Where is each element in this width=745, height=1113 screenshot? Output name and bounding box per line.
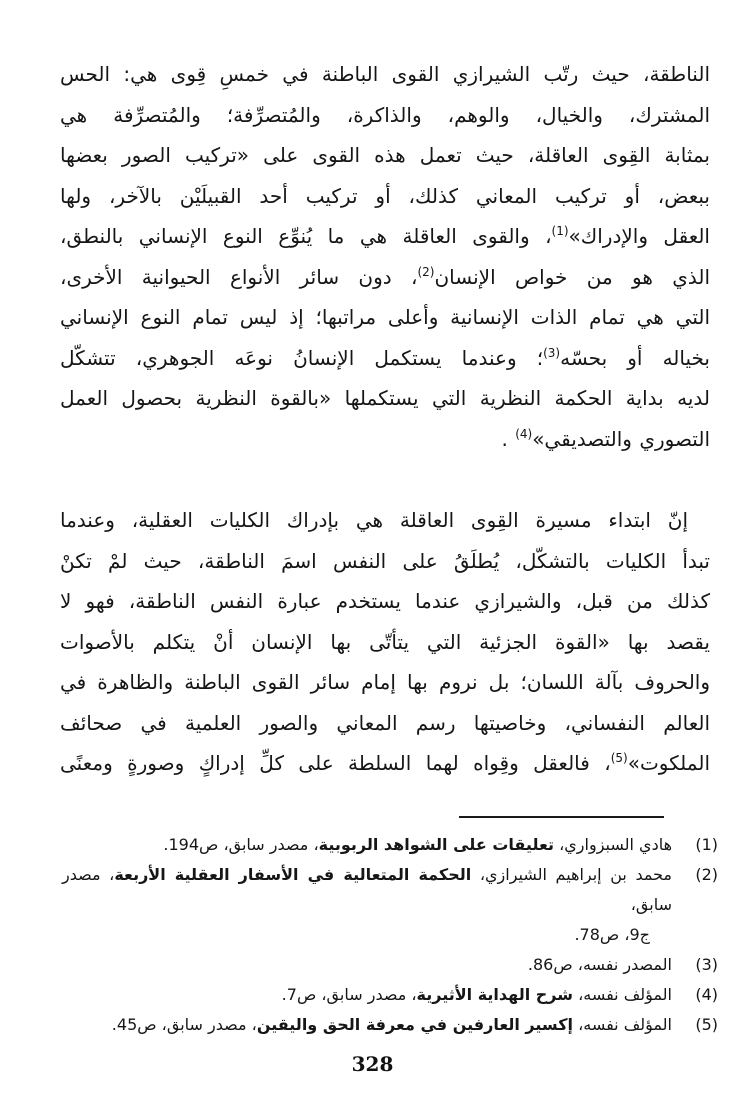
line-text: بخياله أو بحسّه xyxy=(560,345,710,370)
footnote-number: (5) xyxy=(695,1014,718,1034)
line-text: المشترك، والخيال، والوهم، والذاكرة، والمُتصرِّفة؛ والمُتصرِّفة هي xyxy=(60,102,710,127)
footnote-book-title: الحكمة المتعالية في الأسفار العقلية الأربعة xyxy=(114,864,472,884)
footnote-ref-1: (1) xyxy=(551,224,569,238)
footnote-author: محمد بن إبراهيم الشيرازي، xyxy=(471,864,673,884)
line-text: الملكوت» xyxy=(627,751,710,775)
line-text: العالم النفساني، وخاصيتها رسم المعاني والصور العلمية في صحائف xyxy=(60,710,710,735)
text-line xyxy=(60,581,710,622)
footnote-citation xyxy=(62,950,672,980)
footnote-3 xyxy=(62,950,718,980)
text-line xyxy=(60,95,710,136)
footnote-citation xyxy=(62,980,672,1010)
footnote-source: المصدر نفسه، ص86. xyxy=(527,954,672,974)
footnote-book-title: تعليقات على الشواهد الربوبية xyxy=(318,834,555,854)
footnote-2 xyxy=(62,860,718,950)
line-text: كذلك من قبل، والشيرازي عندما يستخدم عبارة النفس الناطقة، فهو لا xyxy=(60,589,710,613)
footnote-number: (1) xyxy=(695,834,718,854)
line-text: بمثابة القِوى العاقلة، حيث تعمل هذه القوى على «تركيب الصور بعضها xyxy=(60,143,710,167)
footnote-source: ، مصدر سابق، ص7. xyxy=(281,984,417,1004)
text-line xyxy=(60,703,710,744)
footnote-author: المؤلف نفسه، xyxy=(572,1014,672,1034)
line-text: ؛ وعندما يستكمل الإنسانُ نوعَه الجوهري، تتشكّل xyxy=(60,345,544,370)
text-line xyxy=(60,257,710,298)
line-text: الذي هو من خواص الإنسان xyxy=(434,264,711,289)
footnote-1 xyxy=(62,830,718,860)
footnote-citation xyxy=(62,1010,672,1040)
footnote-ref-5: (5) xyxy=(610,751,628,765)
footnotes-section xyxy=(62,830,718,1040)
paragraph-2 xyxy=(60,500,710,784)
text-line xyxy=(60,135,710,176)
footnote-source: ، مصدر سابق، ص45. xyxy=(111,1014,257,1034)
text-line xyxy=(60,419,710,460)
line-text: والحروف بآلة اللسان؛ بل نروم بها إمام سائر القوى الباطنة والظاهرة في xyxy=(60,670,710,694)
footnote-continuation: ج9، ص78. xyxy=(574,924,650,944)
text-line xyxy=(60,662,710,703)
footnote-text xyxy=(62,830,672,860)
footnote-number: (3) xyxy=(695,954,718,974)
footnote-5 xyxy=(62,1010,718,1040)
text-line xyxy=(60,743,710,784)
footnote-source: ، مصدر سابق، xyxy=(62,864,672,914)
page-number: 328 xyxy=(351,1052,394,1076)
line-text: العقل والإدراك» xyxy=(568,224,710,248)
line-text: التي هي تمام الذات الإنسانية وأعلى مراتبها؛ إذ ليس تمام النوع الإنساني xyxy=(60,305,710,329)
text-line xyxy=(60,500,710,541)
line-text: . xyxy=(501,426,516,451)
line-text: التصوري والتصديقي» xyxy=(532,426,710,451)
footnote-number: (2) xyxy=(695,864,718,884)
footnote-text xyxy=(62,1010,672,1040)
text-line xyxy=(60,297,710,338)
paragraph-1 xyxy=(60,54,710,459)
footnote-ref-3: (3) xyxy=(543,345,561,360)
footnote-text xyxy=(62,860,672,950)
line-text: ، والقوى العاقلة هي ما يُنوِّع النوع الإنساني بالنطق، xyxy=(60,224,552,248)
line-text: ببعض، أو تركيب المعاني كذلك، أو تركيب أحد القبيلَيْن بالآخر، ولها xyxy=(60,183,710,208)
line-text: ، فالعقل وقِواه لهما السلطة على كلِّ إدراكٍ وصورةٍ ومعنًى xyxy=(60,751,611,775)
line-text: تبدأ الكليات بالتشكّل، يُطلَقُ على النفس اسمَ الناطقة، حيث لمْ تكنْ xyxy=(60,548,710,573)
footnote-citation xyxy=(62,830,672,860)
footnote-4 xyxy=(62,980,718,1010)
line-text: ، دون سائر الأنواع الحيوانية الأخرى، xyxy=(60,264,418,289)
footnote-ref-4: (4) xyxy=(515,426,533,441)
footnote-author: المؤلف نفسه، xyxy=(572,984,672,1004)
line-text: الناطقة، حيث رتّب الشيرازي القوى الباطنة في خمسِ قِوى هي: الحس xyxy=(60,62,710,86)
text-line xyxy=(60,54,710,95)
text-line xyxy=(60,378,710,419)
text-line xyxy=(60,541,710,582)
text-line xyxy=(60,176,710,217)
footnote-book-title: شرح الهداية الأثيرية xyxy=(416,984,573,1004)
footnote-book-title: إكسير العارفين في معرفة الحق واليقين xyxy=(256,1014,573,1034)
main-text xyxy=(60,54,710,784)
text-line xyxy=(60,216,710,257)
footnote-text xyxy=(62,950,672,980)
line-text: إنّ ابتداء مسيرة القِوى العاقلة هي بإدراك الكليات العقلية، وعندما xyxy=(60,508,688,532)
footnote-text xyxy=(62,980,672,1010)
footnote-source: ، مصدر سابق، ص194. xyxy=(163,834,319,854)
line-text: يقصد بها «القوة الجزئية التي يتأتّى بها الإنسان أنْ يتكلم بالأصوات xyxy=(60,629,710,654)
footnote-author: هادي السبزواري، xyxy=(554,834,672,854)
text-line xyxy=(60,338,710,379)
footnote-citation xyxy=(62,860,672,920)
footnote-separator xyxy=(459,816,664,818)
line-text: لديه بداية الحكمة النظرية التي يستكملها «بالقوة النظرية بحصول العمل xyxy=(60,386,710,410)
footnote-ref-2: (2) xyxy=(417,264,435,279)
footnote-number: (4) xyxy=(695,984,718,1004)
text-line xyxy=(60,622,710,663)
